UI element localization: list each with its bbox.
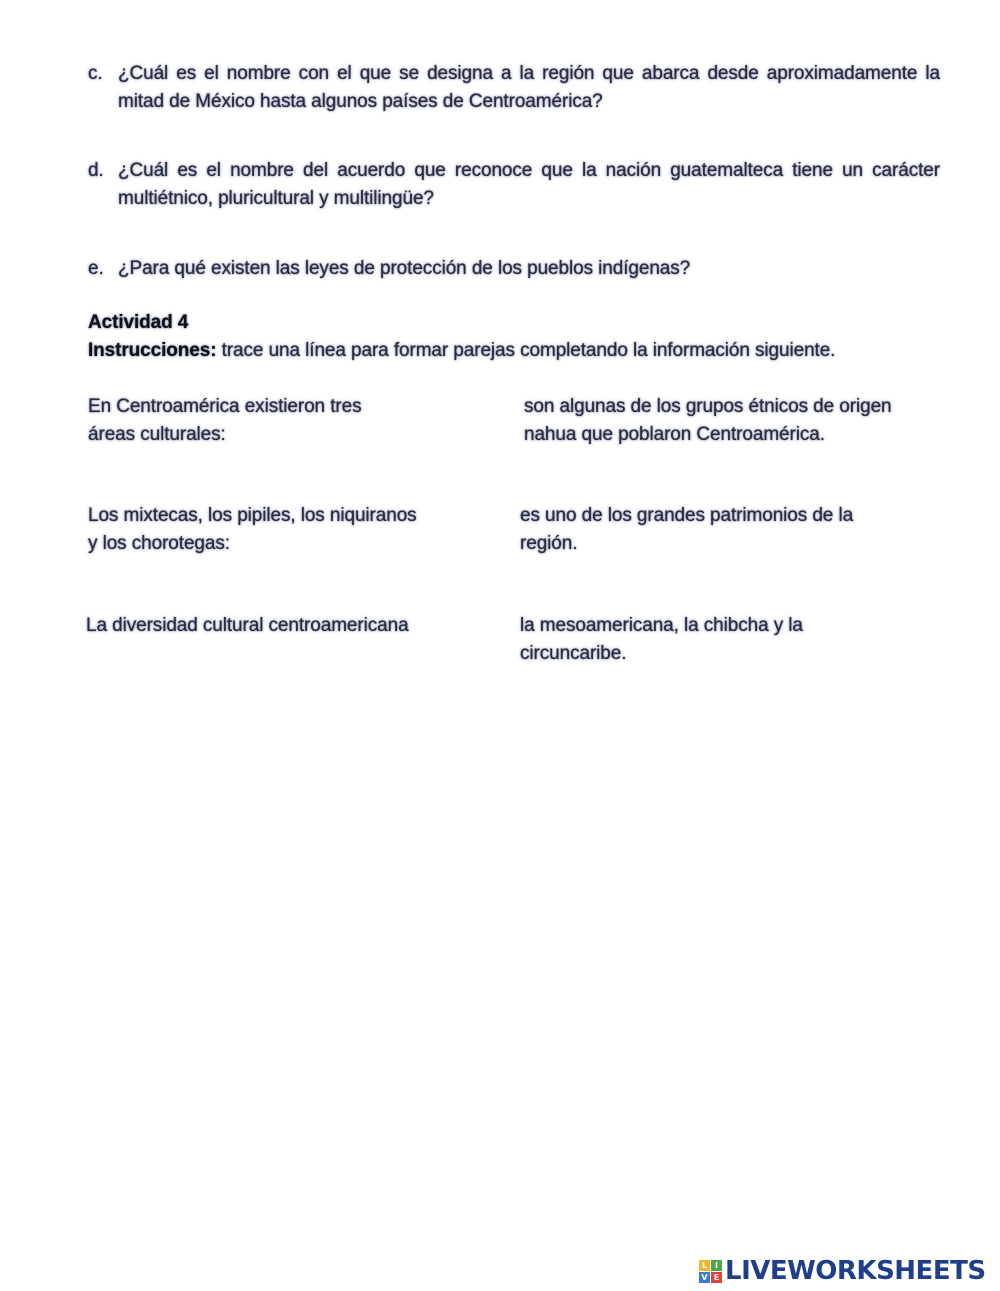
match-right-1[interactable]: son algunas de los grupos étnicos de origen nahua que poblaron Centroamérica. bbox=[524, 396, 892, 445]
match-left-2[interactable]: Los mixtecas, los pipiles, los niquiranos y los chorotegas: bbox=[88, 505, 417, 554]
question-letter: c. bbox=[88, 63, 103, 84]
question-text: ¿Cuál es el nombre con el que se designa a la región que abarca desde aproximadamente la mitad de México hasta algunos países de Centroamérica? bbox=[118, 63, 940, 112]
logo-square: L bbox=[699, 1260, 710, 1271]
instructions-label: Instrucciones: bbox=[88, 340, 217, 361]
question-c bbox=[88, 60, 940, 116]
brand-name: LIVEWORKSHEETS bbox=[725, 1256, 986, 1286]
liveworksheets-logo bbox=[699, 1256, 986, 1286]
logo-square: V bbox=[699, 1272, 710, 1283]
question-e bbox=[88, 255, 940, 283]
question-d bbox=[88, 157, 940, 213]
logo-square: E bbox=[711, 1272, 722, 1283]
logo-squares-icon bbox=[699, 1260, 722, 1283]
activity-title: Actividad 4 bbox=[88, 312, 189, 333]
match-right-3[interactable]: la mesoamericana, la chibcha y la circuncaribe. bbox=[520, 615, 803, 664]
question-text: ¿Cuál es el nombre del acuerdo que reconoce que la nación guatemalteca tiene un carácter multiétnico, pluricultural y multilingüe? bbox=[118, 160, 940, 209]
match-left-1[interactable]: En Centroamérica existieron tres áreas culturales: bbox=[88, 396, 362, 445]
activity-instructions bbox=[88, 337, 958, 365]
match-right-2[interactable]: es uno de los grandes patrimonios de la región. bbox=[520, 505, 854, 554]
question-letter: e. bbox=[88, 258, 104, 279]
match-left-3[interactable]: La diversidad cultural centroamericana bbox=[86, 615, 409, 636]
logo-square: I bbox=[711, 1260, 722, 1271]
instructions-text: trace una línea para formar parejas completando la información siguiente. bbox=[216, 340, 836, 361]
question-text: ¿Para qué existen las leyes de protección de los pueblos indígenas? bbox=[118, 258, 691, 279]
question-letter: d. bbox=[88, 160, 104, 181]
